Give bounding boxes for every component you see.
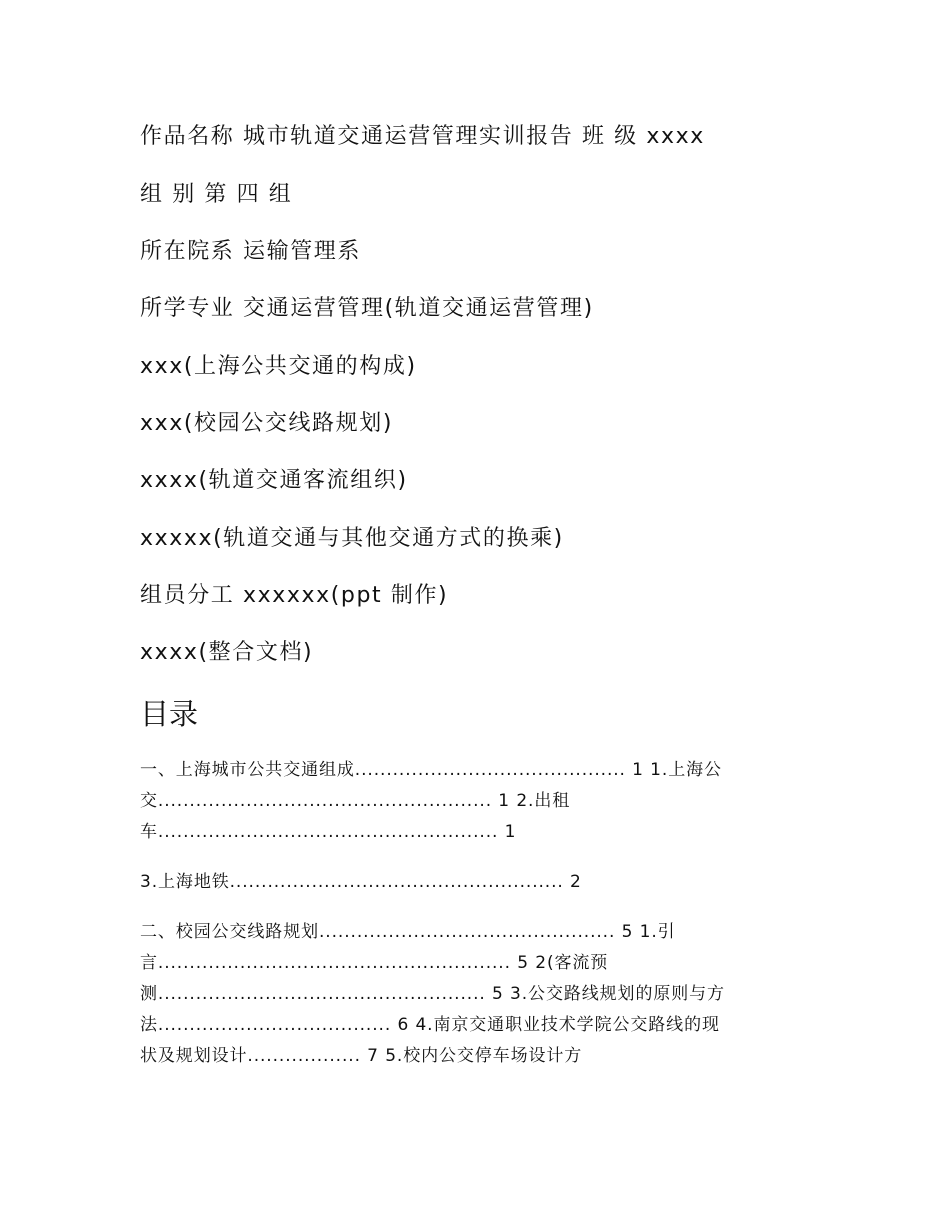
member-line-4: xxxxx(轨道交通与其他交通方式的换乘): [140, 526, 564, 551]
toc-line: 二、校园公交线路规划............................................... 5 1.引: [140, 922, 676, 942]
work-title-class-line: 作品名称 城市轨道交通运营管理实训报告 班 级 xxxx: [140, 124, 705, 149]
toc-line: 测.................................................... 5 3.公交路线规划的原则与方: [140, 984, 725, 1004]
major-line: 所学专业 交通运营管理(轨道交通运营管理): [140, 296, 594, 321]
toc-line: 车...................................................... 1: [140, 822, 517, 842]
toc-title: 目录: [140, 697, 199, 731]
toc-line: 法..................................... 6 4.南京交通职业技术学院公交路线的现: [140, 1015, 720, 1035]
member-line-2: xxx(校园公交线路规划): [140, 411, 394, 436]
member-line-6: xxxx(整合文档): [140, 640, 314, 665]
department-line: 所在院系 运输管理系: [140, 239, 361, 264]
member-line-3: xxxx(轨道交通客流组织): [140, 468, 408, 493]
member-line-1: xxx(上海公共交通的构成): [140, 354, 417, 379]
division-of-labor-line: 组员分工 xxxxxx(ppt 制作): [140, 583, 449, 608]
toc-line: 一、上海城市公共交通组成........................................... 1 1.上海公: [140, 760, 722, 780]
toc-line: 3.上海地铁..................................................... 2: [140, 872, 582, 892]
toc-line: 交..................................................... 1 2.出租: [140, 791, 571, 811]
group-line: 组 别 第 四 组: [140, 182, 293, 207]
toc-line: 言........................................................ 5 2(客流预: [140, 953, 609, 973]
toc-line: 状及规划设计.................. 7 5.校内公交停车场设计方: [140, 1046, 583, 1066]
